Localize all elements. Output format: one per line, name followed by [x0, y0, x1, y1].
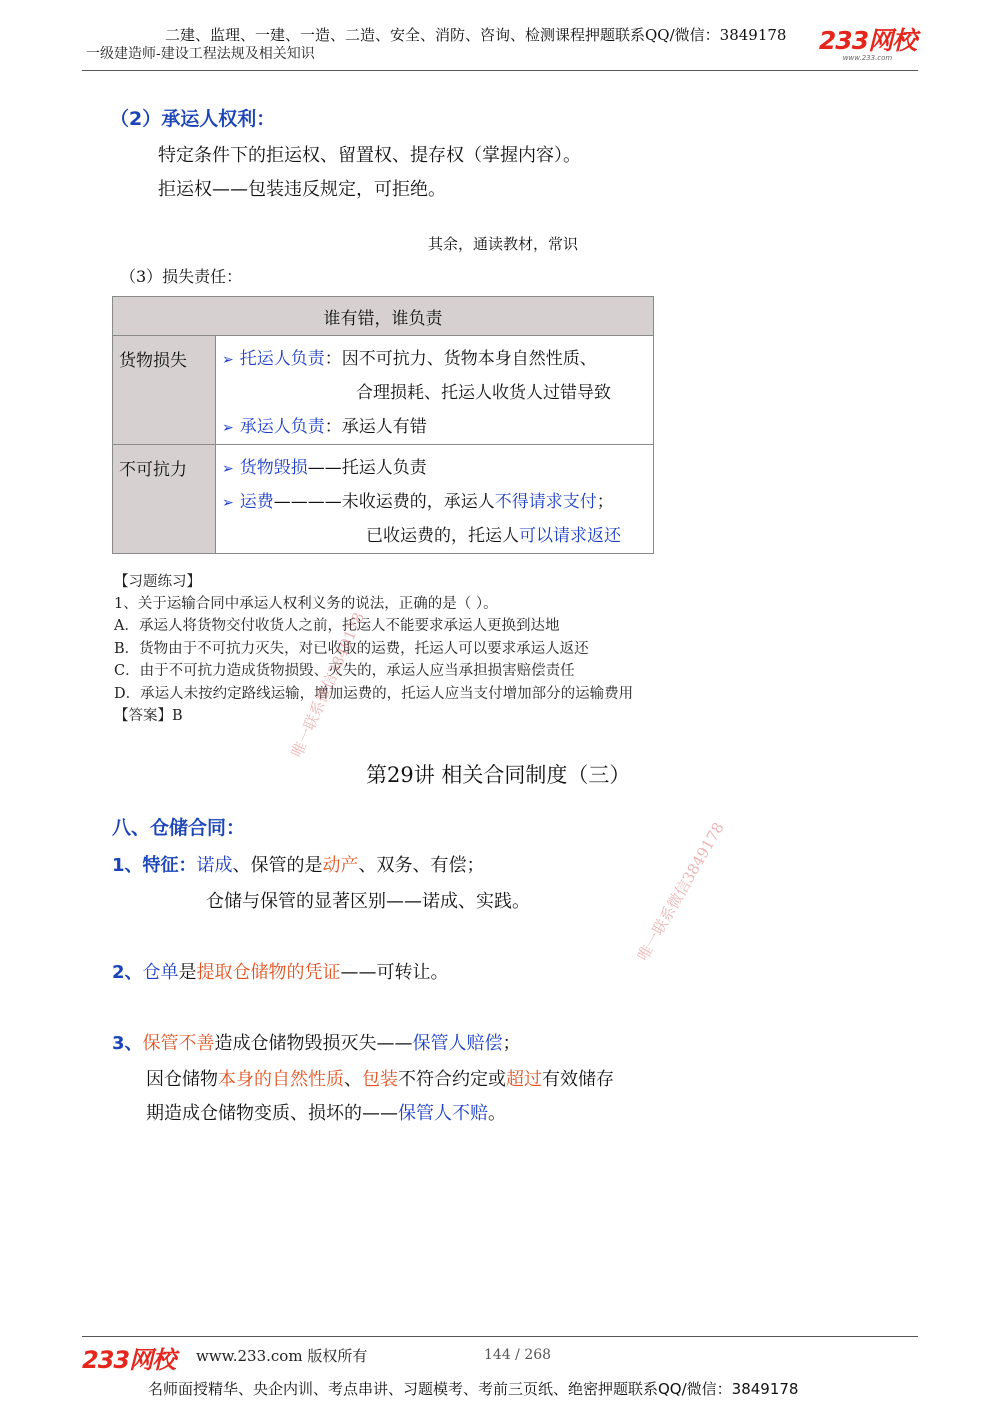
page-number: 144 / 268 — [484, 1347, 552, 1363]
list-item — [222, 451, 653, 485]
warehousing-point-1-line-2: 仓储与保管的显著区别——诺成、实践。 — [206, 891, 530, 912]
shipper-responsible-text: ：因不可抗力、货物本身自然性质、 — [324, 349, 597, 369]
freight-key: 运费 — [239, 492, 274, 512]
carrier-rights-line-2: 拒运权——包装违反规定，可拒绝。 — [158, 179, 446, 200]
freight-paid-refund: 可以请求返还 — [519, 526, 621, 546]
arrow-bullet-icon: ➢ — [222, 352, 234, 368]
watermark-text: 唯一联系微信3849178 — [287, 609, 369, 761]
point-3-natural-property: 本身的自然性质 — [218, 1069, 344, 1090]
table-header-row — [113, 297, 654, 336]
point-3-l3-c: 。 — [488, 1103, 506, 1124]
point-1-consensual: 诺成 — [196, 855, 233, 876]
point-1-number: 1、特征： — [112, 855, 197, 876]
arrow-bullet-icon: ➢ — [222, 461, 234, 477]
loss-liability-table — [112, 296, 654, 554]
row-label-force-majeure: 不可抗力 — [113, 445, 216, 554]
table-header-cell: 谁有错，谁负责 — [113, 297, 654, 336]
point-2-text-b: 是 — [178, 962, 197, 983]
section-carrier-rights-title: （2）承运人权利： — [110, 108, 276, 130]
header-logo-text: 233网校 — [818, 26, 917, 55]
exercise-option-a: A．承运人将货物交付收货人之前，托运人不能要求承运人更换到达地 — [114, 618, 560, 634]
point-3-l2-g: 有效储存 — [542, 1069, 614, 1090]
shipper-responsible-key: 托运人负责 — [239, 349, 325, 369]
footer-divider — [82, 1336, 918, 1337]
footer-logo — [82, 1340, 175, 1375]
header-subtitle: 一级建造师-建设工程法规及相关知识 — [86, 46, 315, 62]
warehousing-point-3-line-2 — [146, 1065, 614, 1091]
exercise-option-b: B．货物由于不可抗力灭失，对已收取的运费，托运人可以要求承运人返还 — [114, 641, 589, 657]
point-2-warehouse-receipt: 仓单 — [142, 962, 179, 983]
exercise-answer: 【答案】B — [114, 708, 183, 724]
freight-text: ————未收运费的，承运人 — [273, 492, 495, 512]
point-2-text-d: ——可转让。 — [340, 962, 449, 983]
point-2-voucher: 提取仓储物的凭证 — [196, 962, 341, 983]
warehousing-point-3 — [112, 1029, 521, 1055]
table-row — [113, 445, 654, 554]
point-3-poor-custody: 保管不善 — [142, 1033, 215, 1054]
point-2-number: 2、 — [112, 962, 143, 983]
point-3-exceed: 超过 — [506, 1069, 542, 1090]
footer-copyright: www.233.com 版权所有 — [196, 1347, 368, 1365]
cargo-damage-text: ——托运人负责 — [307, 458, 427, 478]
point-3-custodian-compensates: 保管人赔偿 — [412, 1033, 503, 1054]
carrier-rights-note: 其余，通读教材，常识 — [428, 235, 579, 253]
footer-logo-text: 233网校 — [82, 1346, 176, 1374]
freight-end: ； — [596, 492, 614, 512]
list-item — [222, 342, 653, 376]
cargo-damage-key: 货物毁损 — [239, 458, 308, 478]
warehousing-point-1 — [112, 851, 485, 877]
header-logo-url: www.233.com — [842, 54, 893, 62]
table-row — [113, 336, 654, 445]
warehousing-point-2 — [112, 958, 449, 984]
point-3-l2-e: 不符合约定或 — [398, 1069, 506, 1090]
list-item — [222, 485, 653, 519]
point-1-movable: 动产 — [322, 855, 359, 876]
header-logo — [815, 28, 920, 62]
point-3-no-compensation: 保管人不赔 — [398, 1103, 488, 1124]
exercise-option-d: D．承运人未按约定路线运输，增加运费的，托运人应当支付增加部分的运输费用 — [114, 686, 634, 702]
row-content-cargo-loss — [216, 336, 654, 445]
exercise-question: 1、关于运输合同中承运人权利义务的说法，正确的是（ ）。 — [114, 596, 498, 612]
section-warehousing-title: 八、仓储合同： — [112, 817, 246, 839]
point-3-text-d: ； — [502, 1033, 521, 1054]
row-content-force-majeure — [216, 445, 654, 554]
arrow-bullet-icon: ➢ — [222, 495, 234, 511]
point-3-l2-a: 因仓储物 — [146, 1069, 218, 1090]
carrier-rights-line-1: 特定条件下的拒运权、留置权、提存权（掌握内容）。 — [158, 145, 581, 166]
header-divider — [82, 70, 918, 71]
carrier-responsible-key: 承运人负责 — [239, 417, 325, 437]
list-item — [222, 410, 653, 444]
point-1-text-d: 、双务、有偿； — [358, 855, 485, 876]
header-contact-line: 二建、监理、一建、一造、二造、安全、消防、咨询、检测课程押题联系QQ/微信：3849178 — [165, 26, 787, 44]
point-3-text-b: 造成仓储物毁损灭失—— — [214, 1033, 413, 1054]
exercise-heading: 【习题练习】 — [114, 574, 201, 590]
freight-no-claim: 不得请求支付 — [494, 492, 597, 512]
arrow-bullet-icon: ➢ — [222, 420, 234, 436]
watermark-text: 唯一联系微信3849178 — [633, 819, 728, 964]
point-3-packaging: 包装 — [362, 1069, 398, 1090]
section-loss-liability-title: （3）损失责任： — [120, 267, 243, 286]
carrier-responsible-text: ：承运人有错 — [324, 417, 427, 437]
list-item-continuation: 合理损耗、托运人收货人过错导致 — [356, 383, 611, 403]
point-1-text-b: 、保管的是 — [232, 855, 323, 876]
point-3-l3-a: 期造成仓储物变质、损坏的—— — [146, 1103, 398, 1124]
point-3-l2-c: 、 — [344, 1069, 362, 1090]
freight-paid-text: 已收运费的，托运人 — [366, 526, 519, 546]
warehousing-point-3-line-3 — [146, 1099, 506, 1125]
footer-contact-line: 名师面授精华、央企内训、考点串讲、习题模考、考前三页纸、绝密押题联系QQ/微信：3849178 — [148, 1380, 799, 1398]
exercise-option-c: C．由于不可抗力造成货物损毁、灭失的，承运人应当承担损害赔偿责任 — [114, 663, 575, 679]
lecture-title: 第29讲 相关合同制度（三） — [366, 763, 631, 787]
list-item-continuation — [222, 519, 653, 553]
point-3-number: 3、 — [112, 1033, 143, 1054]
row-label-cargo-loss: 货物损失 — [113, 336, 216, 445]
